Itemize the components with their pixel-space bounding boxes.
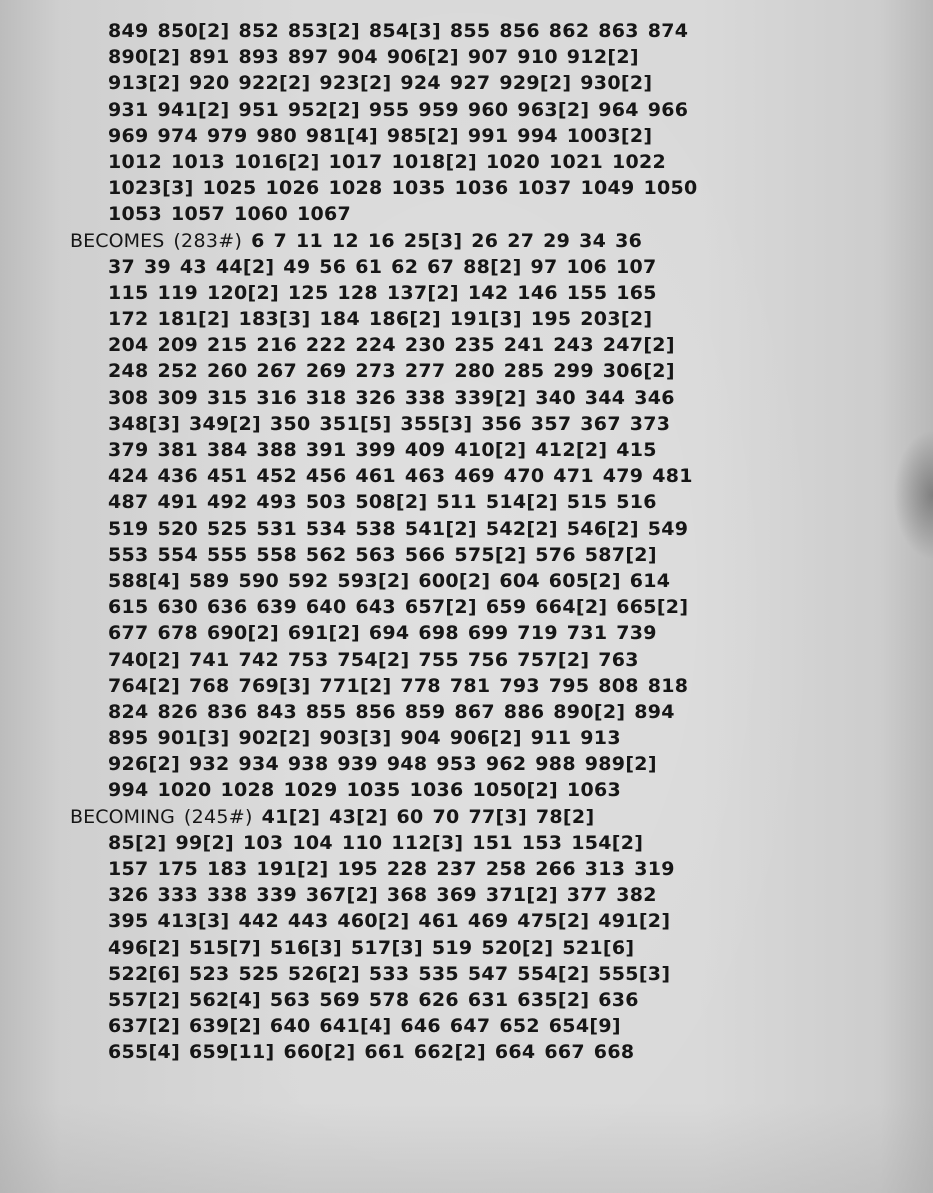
index-line: 655[4] 659[11] 660[2] 661 662[2] 664 667 668 — [108, 1041, 635, 1064]
index-line: 1053 1057 1060 1067 — [108, 203, 352, 226]
index-line: 931 941[2] 951 952[2] 955 959 960 963[2] 964 966 — [108, 98, 689, 121]
index-entry-becoming — [70, 804, 830, 1066]
entry-head-line — [70, 228, 830, 254]
index-entry-continued — [70, 18, 830, 228]
index-line: 172 181[2] 183[3] 184 186[2] 191[3] 195 203[2] — [108, 308, 653, 331]
index-line: 553 554 555 558 562 563 566 575[2] 576 587[2] — [108, 543, 657, 566]
index-line: 308 309 315 316 318 326 338 339[2] 340 344 346 — [108, 386, 675, 409]
index-line: 519 520 525 531 534 538 541[2] 542[2] 546[2] 549 — [108, 517, 689, 540]
index-line: 895 901[3] 902[2] 903[3] 904 906[2] 911 913 — [108, 727, 621, 750]
entry-headword: BECOMES — [70, 229, 165, 252]
index-line: 824 826 836 843 855 856 859 867 886 890[2] 894 — [108, 700, 675, 723]
index-line: 248 252 260 267 269 273 277 280 285 299 306[2] — [108, 360, 675, 383]
entry-count: (283#) — [173, 229, 243, 252]
index-line: 85[2] 99[2] 103 104 110 112[3] 151 153 154[2] — [108, 831, 644, 854]
index-line: 1023[3] 1025 1026 1028 1035 1036 1037 1049 1050 — [108, 177, 698, 200]
index-line: 496[2] 515[7] 516[3] 517[3] 519 520[2] 521[6] — [108, 936, 635, 959]
entry-head-line — [70, 804, 830, 830]
index-line: 204 209 215 216 222 224 230 235 241 243 247[2] — [108, 334, 675, 357]
entry-count: (245#) — [183, 805, 253, 828]
index-line: 637[2] 639[2] 640 641[4] 646 647 652 654[9] — [108, 1015, 621, 1038]
index-line: 764[2] 768 769[3] 771[2] 778 781 793 795 808 818 — [108, 674, 689, 697]
index-line: 615 630 636 639 640 643 657[2] 659 664[2] 665[2] — [108, 596, 689, 619]
index-line: 487 491 492 493 503 508[2] 511 514[2] 515 516 — [108, 491, 657, 514]
index-entry-becomes — [70, 228, 830, 804]
index-line: 522[6] 523 525 526[2] 533 535 547 554[2] 555[3] — [108, 962, 671, 985]
index-line: 969 974 979 980 981[4] 985[2] 991 994 1003[2] — [108, 124, 653, 147]
index-line: 348[3] 349[2] 350 351[5] 355[3] 356 357 367 373 — [108, 412, 671, 435]
index-line: 994 1020 1028 1029 1035 1036 1050[2] 1063 — [108, 779, 622, 802]
index-line: 926[2] 932 934 938 939 948 953 962 988 989[2] — [108, 753, 657, 776]
index-line: 849 850[2] 852 853[2] 854[3] 855 856 862 863 874 — [108, 20, 689, 42]
entry-headword: BECOMING — [70, 805, 175, 828]
index-line: 326 333 338 339 367[2] 368 369 371[2] 377 382 — [108, 884, 657, 907]
page-bottom-shading — [0, 1103, 933, 1193]
index-line: 588[4] 589 590 592 593[2] 600[2] 604 605[2] 614 — [108, 569, 671, 592]
index-line: 37 39 43 44[2] 49 56 61 62 67 88[2] 97 106 107 — [108, 255, 657, 278]
index-line: 913[2] 920 922[2] 923[2] 924 927 929[2] 930[2] — [108, 72, 653, 95]
entry-first-refs: 6 7 11 12 16 25[3] 26 27 29 34 36 — [251, 229, 643, 252]
index-line: 740[2] 741 742 753 754[2] 755 756 757[2] 763 — [108, 648, 639, 671]
index-line: 1012 1013 1016[2] 1017 1018[2] 1020 1021 1022 — [108, 150, 667, 173]
page-edge-shadow — [893, 430, 933, 560]
index-line: 157 175 183 191[2] 195 228 237 258 266 313 319 — [108, 858, 675, 880]
index-line: 677 678 690[2] 691[2] 694 698 699 719 731 739 — [108, 622, 657, 645]
index-line: 424 436 451 452 456 461 463 469 470 471 479 481 — [108, 465, 693, 488]
entry-first-refs: 41[2] 43[2] 60 70 77[3] 78[2] — [261, 805, 595, 828]
index-line: 890[2] 891 893 897 904 906[2] 907 910 912[2] — [108, 46, 639, 69]
concordance-index — [70, 18, 830, 1066]
index-line: 395 413[3] 442 443 460[2] 461 469 475[2] 491[2] — [108, 910, 671, 933]
index-line: 115 119 120[2] 125 128 137[2] 142 146 155 165 — [108, 281, 657, 304]
index-line: 379 381 384 388 391 399 409 410[2] 412[2] 415 — [108, 439, 657, 461]
index-line: 557[2] 562[4] 563 569 578 626 631 635[2] 636 — [108, 988, 639, 1011]
